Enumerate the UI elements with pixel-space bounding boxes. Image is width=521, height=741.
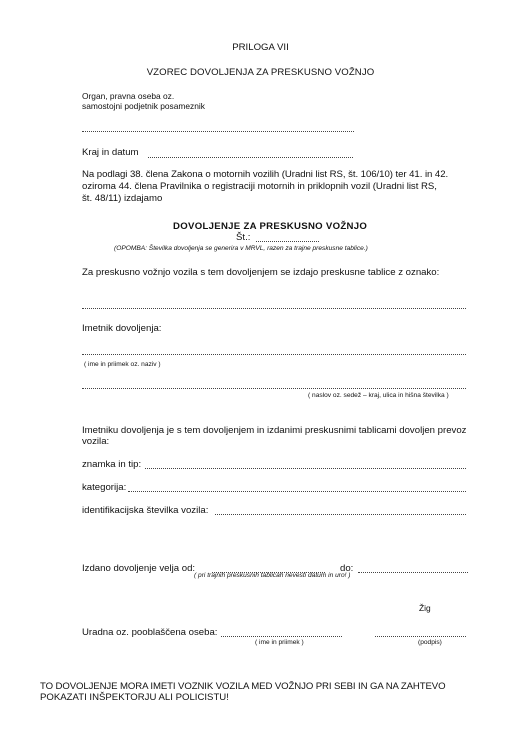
holder-address-field[interactable] [82, 388, 466, 389]
permit-number-field[interactable] [256, 241, 319, 242]
legal-basis-line1: Na podlagi 38. člena Zakona o motornih vozilih (Uradni list RS, št. 106/10) ter 41. in 42. [82, 169, 449, 180]
brand-type-label: znamka in tip: [82, 459, 142, 470]
vehicle-intro-line1: Imetniku dovoljenja je s tem dovoljenjem in izdanimi preskusnimi tablicami dovoljen prevoz [82, 425, 467, 436]
holder-name-hint: ( ime in priimek oz. naziv ) [84, 361, 161, 368]
category-label: kategorija: [82, 482, 127, 493]
permit-note: (OPOMBA: Številka dovoljenja se generira v MRVL, razen za trajne preskusne tablice.) [114, 245, 368, 252]
category-field[interactable] [128, 491, 466, 492]
issuer-line1: Organ, pravna oseba oz. [82, 91, 175, 101]
holder-name-field[interactable] [82, 354, 466, 355]
validity-to-label: do: [340, 563, 354, 574]
legal-basis-line3: št. 48/11) izdajamo [82, 193, 163, 204]
brand-type-field[interactable] [145, 468, 466, 469]
footer-notice-line2: POKAZATI INŠPEKTORJU ALI POLICISTU! [40, 692, 229, 703]
plates-intro: Za preskusno vožnjo vozila s tem dovoljenjem se izdajo preskusne tablice z oznako: [82, 267, 440, 278]
place-date-field[interactable] [148, 157, 353, 158]
holder-address-hint: ( naslov oz. sedež – kraj, ulica in hišna številka ) [308, 392, 449, 399]
issuer-line2: samostojni podjetnik posameznik [82, 101, 205, 111]
permit-number-label: Št.: [236, 232, 251, 243]
appendix-label: PRILOGA VII [232, 42, 289, 53]
stamp-label: Žig [419, 603, 431, 613]
signatory-name-hint: ( ime in priimek ) [255, 639, 304, 646]
vin-field[interactable] [215, 514, 466, 515]
plates-field[interactable] [82, 308, 466, 309]
form-title: VZOREC DOVOLJENJA ZA PRESKUSNO VOŽNJO [146, 67, 375, 78]
issuer-field[interactable] [82, 131, 354, 132]
place-date-label: Kraj in datum [82, 147, 139, 158]
holder-label: Imetnik dovoljenja: [82, 323, 162, 334]
validity-to-field[interactable] [358, 572, 468, 573]
footer-notice-line1: TO DOVOLJENJE MORA IMETI VOZNIK VOZILA MED VOŽNJO PRI SEBI IN GA NA ZAHTEVO [40, 681, 446, 692]
legal-basis-line2: oziroma 44. člena Pravilnika o registraciji motornih in priklopnih vozil (Uradni list RS, [82, 181, 437, 192]
signatory-signature-hint: (podpis) [418, 639, 442, 646]
signatory-signature-field[interactable] [375, 636, 466, 637]
signatory-name-field[interactable] [221, 636, 342, 637]
vehicle-intro-line2: vozila: [82, 436, 110, 447]
vin-label: identifikacijska številka vozila: [82, 505, 209, 516]
validity-hint: ( pri trajnih preskusnih tablicah nevesti datum in uro! ) [194, 572, 351, 579]
permit-title: DOVOLJENJE ZA PRESKUSNO VOŽNJO [173, 221, 368, 232]
validity-from-label: Izdano dovoljenje velja od: [82, 563, 196, 574]
signatory-label: Uradna oz. pooblaščena oseba: [82, 627, 218, 638]
